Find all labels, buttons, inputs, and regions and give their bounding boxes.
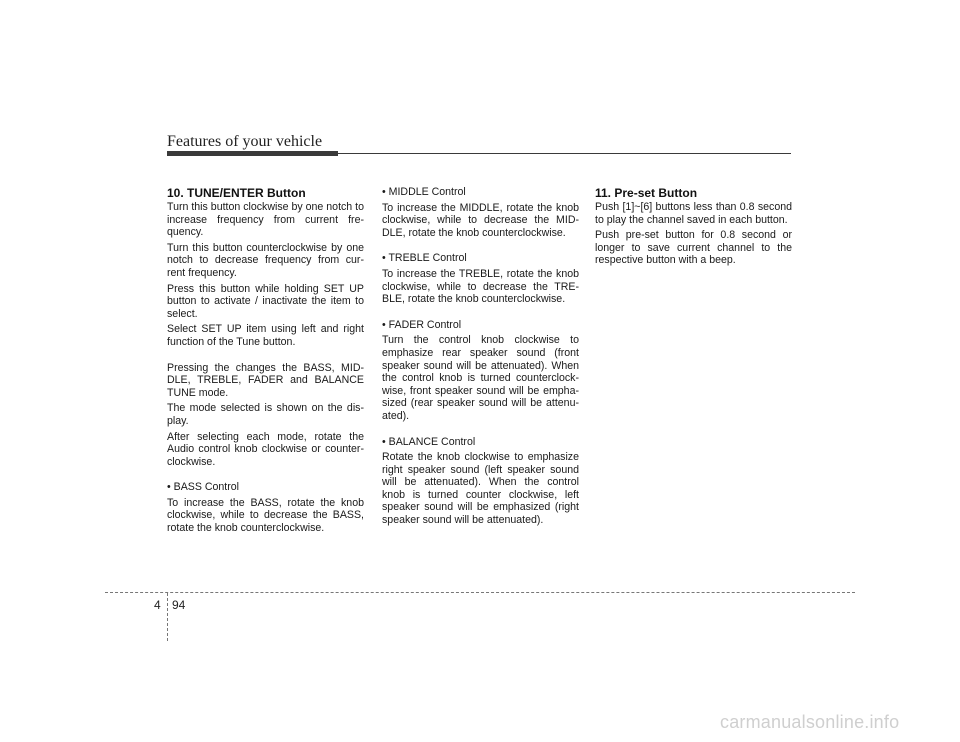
paragraph: To increase the TREBLE, rotate the knob clockwise, while to decrease the TRE-BLE, rotate the knob counterclockwise. — [382, 267, 579, 306]
paragraph: Push [1]~[6] buttons less than 0.8 second to play the channel saved in each button. — [595, 201, 792, 226]
paragraph: The mode selected is shown on the dis-play. — [167, 402, 364, 427]
bullet-item: • BALANCE Control — [382, 435, 476, 448]
paragraph: Select SET UP item using left and right function of the Tune button. — [167, 323, 364, 348]
spacer — [382, 309, 579, 319]
paragraph: Push pre-set button for 0.8 second or longer to save current channel to the respective button with a beep. — [595, 229, 792, 267]
paragraph: After selecting each mode, rotate the Audio control knob clockwise or counter-clockwise. — [167, 430, 364, 468]
paragraph: Pressing the changes the BASS, MID-DLE, TREBLE, FADER and BALANCE TUNE mode. — [167, 361, 364, 399]
paragraph: Rotate the knob clockwise to emphasize right speaker sound (left speaker sound will be attenuated). When the control knob is turned counter clockwise, left speaker sound will be emphasized (right speaker sound will be attenuated). — [382, 451, 579, 527]
bullet-item: • TREBLE Control — [382, 252, 467, 265]
paragraph: Turn this button clockwise by one notch to increase frequency from current fre-quency. — [167, 201, 364, 239]
spacer — [382, 242, 579, 252]
section-heading-tune-enter: 10. TUNE/ENTER Button — [167, 186, 306, 200]
column-middle — [382, 186, 579, 530]
page-header-title: Features of your vehicle — [167, 133, 323, 150]
bullet-item: • MIDDLE Control — [382, 186, 466, 198]
bullet-item: • BASS Control — [167, 481, 240, 494]
column-left — [167, 186, 364, 538]
chapter-number: 4 — [154, 598, 161, 612]
footer-dashed-rule — [105, 592, 855, 593]
header-rule-thick — [167, 151, 338, 156]
spacer — [167, 471, 364, 481]
column-right — [595, 186, 792, 270]
spacer — [382, 426, 579, 436]
header-rule-thin — [338, 153, 791, 154]
paragraph: To increase the BASS, rotate the knob clockwise, while to decrease the BASS, rotate the knob counterclockwise. — [167, 496, 364, 535]
section-heading-preset: 11. Pre-set Button — [595, 186, 698, 200]
footer-dashed-divider — [167, 593, 168, 641]
paragraph: To increase the MIDDLE, rotate the knob clockwise, while to decrease the MID-DLE, rotate the knob counterclockwise. — [382, 201, 579, 239]
spacer — [167, 352, 364, 362]
paragraph: Turn this button counterclockwise by one notch to decrease frequency from cur-rent frequency. — [167, 241, 364, 279]
page-number: 94 — [172, 598, 186, 612]
paragraph: Press this button while holding SET UP button to activate / inactivate the item to select. — [167, 282, 364, 320]
bullet-item: • FADER Control — [382, 318, 462, 331]
paragraph: Turn the control knob clockwise to emphasize rear speaker sound (front speaker sound will be attenuated). When the control knob is turned counterclock-wise, front speaker sound will be empha-sized (rear speaker sound will be attenu-ated). — [382, 334, 579, 422]
watermark-text: carmanualsonline.info — [720, 712, 900, 732]
